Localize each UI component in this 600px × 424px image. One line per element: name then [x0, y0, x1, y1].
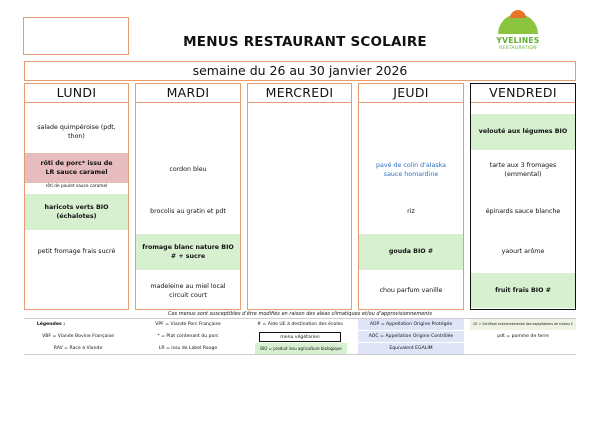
day-column-mercredi	[247, 83, 352, 310]
menu-item-side	[248, 194, 351, 230]
menu-item-starter	[136, 114, 240, 150]
legend-ce: CE = Certificat environnemental des exploitations de niveau 2	[470, 319, 576, 330]
day-column-jeudi	[358, 83, 464, 310]
menu-item-side: épinards sauce blanche	[485, 208, 561, 216]
menu-item-dessert	[25, 272, 128, 308]
menu-item-side: haricots verts BIO (échalotes)	[25, 194, 128, 230]
menu-item-starter: velouté aux légumes BIO	[471, 114, 575, 150]
day-header-vendredi: VENDREDI	[471, 84, 575, 103]
menu-item-dessert: madeleine au miel local circuit court	[150, 282, 226, 299]
brand-name: YVELINES	[496, 36, 540, 45]
menu-item-side: brocolis au gratin et pdt	[150, 208, 226, 216]
day-column-mardi	[135, 83, 241, 310]
menu-item-dairy	[248, 234, 351, 270]
brand-logo	[488, 10, 548, 54]
legend-aop: AOP = Appellation Origine Protégée	[358, 319, 464, 330]
brand-subtitle: RESTAURATION	[499, 46, 537, 51]
menu-item-side: riz	[407, 208, 415, 216]
menu-item-starter	[359, 114, 463, 150]
day-column-vendredi	[470, 83, 576, 310]
menu-item-dairy: fromage blanc nature BIO # + sucre	[136, 234, 240, 270]
legend-vegetarian: menu végétarien	[259, 332, 341, 342]
menu-item-dairy: petit fromage frais sucré	[37, 248, 116, 256]
menu-item-dessert	[248, 272, 351, 308]
legend-pdt: pdt = pomme de terre	[497, 334, 549, 339]
legend-vbf: VBF = Viande Bovine Française	[42, 334, 114, 339]
menu-item-main: rôti de porc* issu de LR sauce caramel	[25, 153, 128, 183]
legend-vpf: VPF = Viande Porc Française	[155, 322, 221, 327]
menu-item-main-alternative: rôti de poulet sauce caramel	[45, 183, 108, 189]
menu-item-dessert: fruit frais BIO #	[471, 273, 575, 308]
menu-item-main	[248, 152, 351, 188]
menu-item-main: tarte aux 3 fromages (emmental)	[489, 161, 557, 178]
legend-egalim: Equivalent EGALIM	[358, 343, 464, 354]
menu-item-dairy: yaourt arôme	[501, 248, 545, 256]
page-title: MENUS RESTAURANT SCOLAIRE	[183, 34, 427, 50]
logo-placeholder-box	[23, 17, 129, 55]
menu-item-starter: salade quimpéroise (pdt, thon)	[37, 123, 116, 140]
legend-aoc: AOC = Appellation Origine Contrôlée	[358, 331, 464, 342]
legend-rav: RAV = Race à Viande	[53, 346, 103, 351]
day-header-lundi: LUNDI	[25, 84, 128, 103]
legend-lr: LR = issu de Label Rouge	[158, 346, 218, 351]
menu-item-starter	[248, 114, 351, 150]
day-header-mercredi: MERCREDI	[248, 84, 351, 103]
day-header-jeudi: JEUDI	[359, 84, 463, 103]
menu-item-main: cordon bleu	[169, 166, 207, 174]
legend-title: Légendes :	[36, 322, 66, 327]
menu-item-dairy: gouda BIO #	[359, 234, 463, 270]
menu-item-main: pavé de colin d'alaska sauce homardine	[375, 161, 446, 178]
legend-aide-ue: # = Aide UE à destination des écoles	[257, 322, 343, 327]
menu-item-dessert: chou parfum vanille	[379, 287, 443, 295]
legend-porc: * = Plat contenant du porc	[157, 334, 219, 339]
sun-ray-icon	[510, 10, 526, 18]
week-banner: semaine du 26 au 30 janvier 2026	[24, 61, 576, 81]
legend-bio: BIO = produit issu agriculture biologique	[255, 343, 347, 354]
day-column-lundi	[24, 83, 129, 310]
day-header-mardi: MARDI	[136, 84, 240, 103]
disclaimer-note: Ces menus sont susceptibles d'être modifiés en raison des aléas climatiques et/ou d'approvisionnements	[167, 311, 433, 317]
